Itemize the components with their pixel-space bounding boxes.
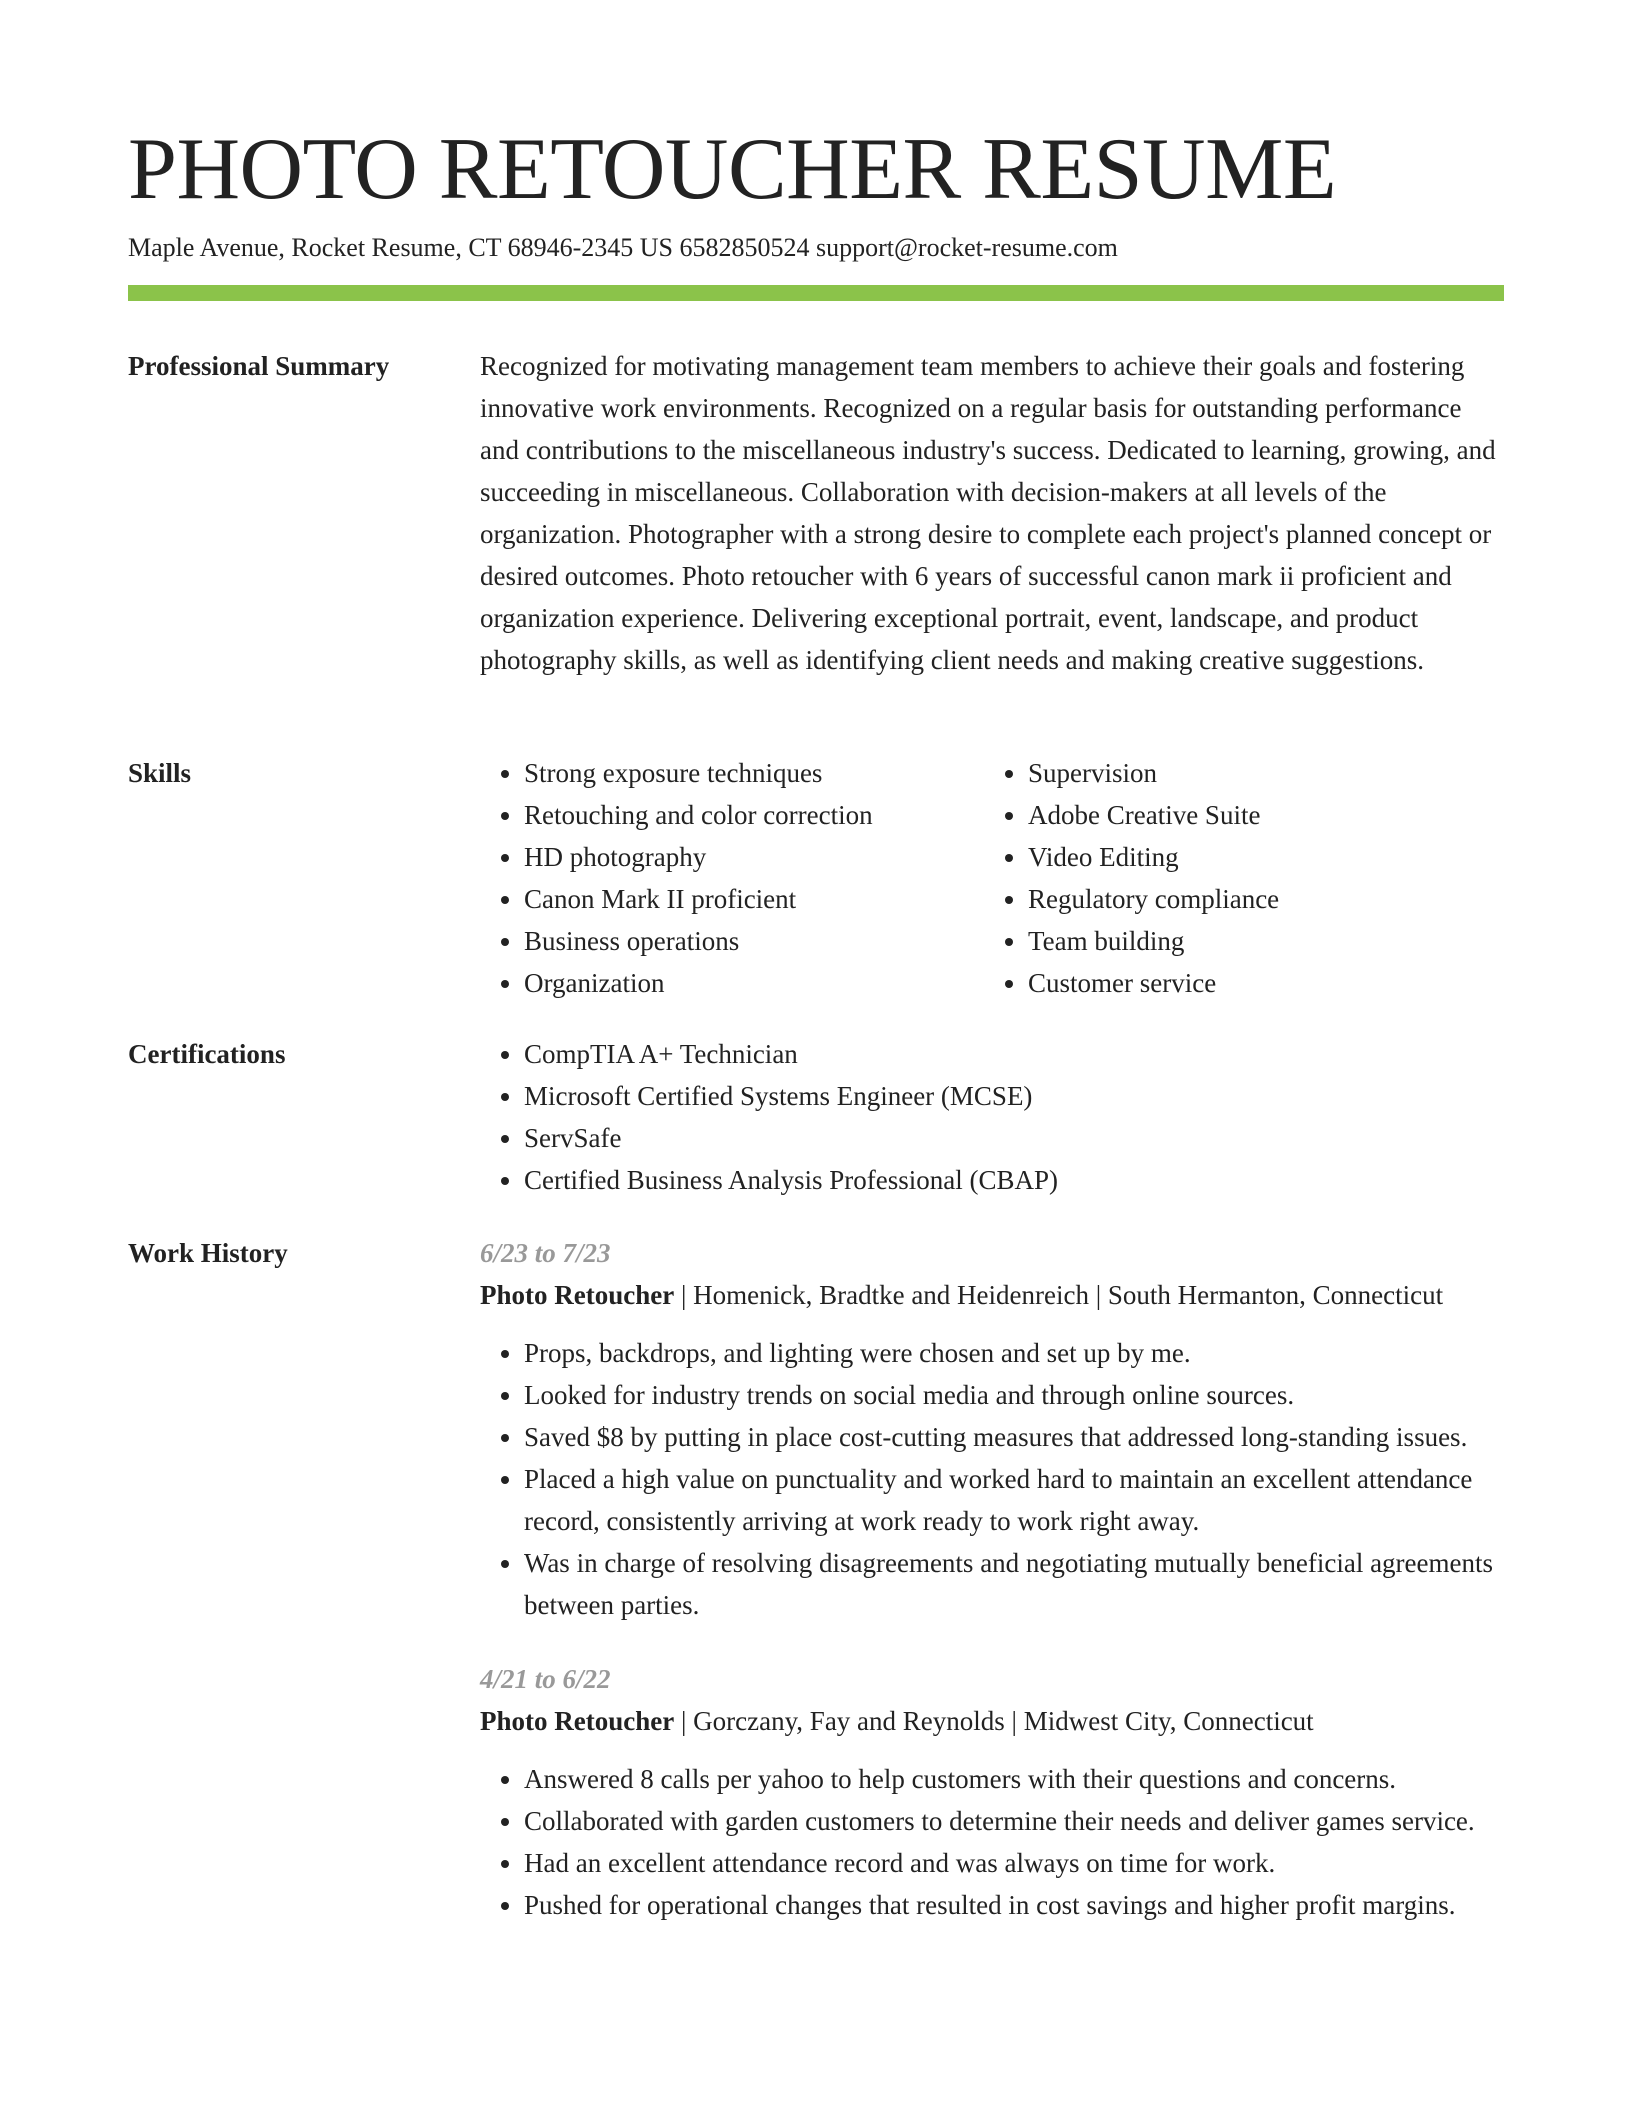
skill-item: • Adobe Creative Suite [1028, 794, 1532, 836]
summary-text: Recognized for motivating management team members to achieve their goals and fostering innovative work environments. Recognized on a regular basis for outstanding performance and contributions to the miscellaneous industry's success. Dedicated to learning, growing, and succeeding in miscellaneous. Collaboration with decision-makers at all levels of the organization. Photographer with a strong desire to complete each project's planned concept or desired outcomes. Photo retoucher with 6 years of successful canon mark ii proficient and organization experience. Delivering exceptional portrait, event, landscape, and product photography skills, as well as identifying client needs and making creative suggestions. [480, 351, 1496, 675]
job-title: Photo Retoucher [480, 1280, 675, 1310]
job-bullet: • Had an excellent attendance record and was always on time for work. [524, 1842, 1504, 1884]
section-label-summary: Professional Summary [128, 351, 390, 381]
skill-item: • Canon Mark II proficient [524, 878, 1028, 920]
job-details: | Homenick, Bradtke and Heidenreich | South Hermanton, Connecticut [674, 1280, 1444, 1310]
resume-title: PHOTO RETOUCHER RESUME [128, 121, 1337, 218]
job-title: Photo Retoucher [480, 1706, 675, 1736]
skill-item: • HD photography [524, 836, 1028, 878]
skill-item: • Supervision [1028, 752, 1532, 794]
contact-line: Maple Avenue, Rocket Resume, CT 68946-2345 US 6582850524 support@rocket-resume.com [128, 233, 1118, 262]
job-bullet: • Saved $8 by putting in place cost-cutting measures that addressed long-standing issues. [524, 1416, 1504, 1458]
skill-item: • Organization [524, 962, 1028, 1004]
job-date: 6/23 to 7/23 [480, 1238, 611, 1268]
job-bullet: • Placed a high value on punctuality and worked hard to maintain an excellent attendance record, consistently arriving at work ready to work right away. [524, 1458, 1504, 1542]
skill-item: • Regulatory compliance [1028, 878, 1532, 920]
certification-item: • Microsoft Certified Systems Engineer (MCSE) [524, 1075, 1504, 1117]
summary-body [480, 345, 1504, 681]
certifications-body [480, 1033, 1504, 1201]
skill-item: • Retouching and color correction [524, 794, 1028, 836]
certification-item: • ServSafe [524, 1117, 1504, 1159]
skill-item: • Business operations [524, 920, 1028, 962]
job-bullet: • Looked for industry trends on social media and through online sources. [524, 1374, 1504, 1416]
job-details: | Gorczany, Fay and Reynolds | Midwest City, Connecticut [674, 1706, 1314, 1736]
work-history-body [480, 1232, 1504, 1926]
job-bullet: • Answered 8 calls per yahoo to help customers with their questions and concerns. [524, 1758, 1504, 1800]
job-bullet: • Pushed for operational changes that resulted in cost savings and higher profit margins. [524, 1884, 1504, 1926]
job-entry [480, 1658, 1504, 1926]
job-bullet: • Was in charge of resolving disagreements and negotiating mutually beneficial agreements between parties. [524, 1542, 1504, 1626]
certification-item: • CompTIA A+ Technician [524, 1033, 1504, 1075]
job-heading [480, 1700, 1504, 1742]
job-bullets [480, 1332, 1504, 1626]
section-label-skills: Skills [128, 758, 192, 788]
header-divider [128, 285, 1504, 301]
skills-list-right [984, 752, 1532, 1004]
certification-item: • Certified Business Analysis Professional (CBAP) [524, 1159, 1504, 1201]
skills-list-left [480, 752, 1028, 1004]
job-bullet: • Collaborated with garden customers to determine their needs and deliver games service. [524, 1800, 1504, 1842]
job-bullet: • Props, backdrops, and lighting were chosen and set up by me. [524, 1332, 1504, 1374]
job-entry [480, 1232, 1504, 1626]
job-bullets [480, 1758, 1504, 1926]
job-heading [480, 1274, 1504, 1316]
section-label-certifications: Certifications [128, 1039, 286, 1069]
skill-item: • Strong exposure techniques [524, 752, 1028, 794]
skill-item: • Customer service [1028, 962, 1532, 1004]
skill-item: • Video Editing [1028, 836, 1532, 878]
job-date: 4/21 to 6/22 [480, 1664, 611, 1694]
skill-item: • Team building [1028, 920, 1532, 962]
certifications-list [480, 1033, 1504, 1201]
section-label-work-history: Work History [128, 1238, 288, 1268]
